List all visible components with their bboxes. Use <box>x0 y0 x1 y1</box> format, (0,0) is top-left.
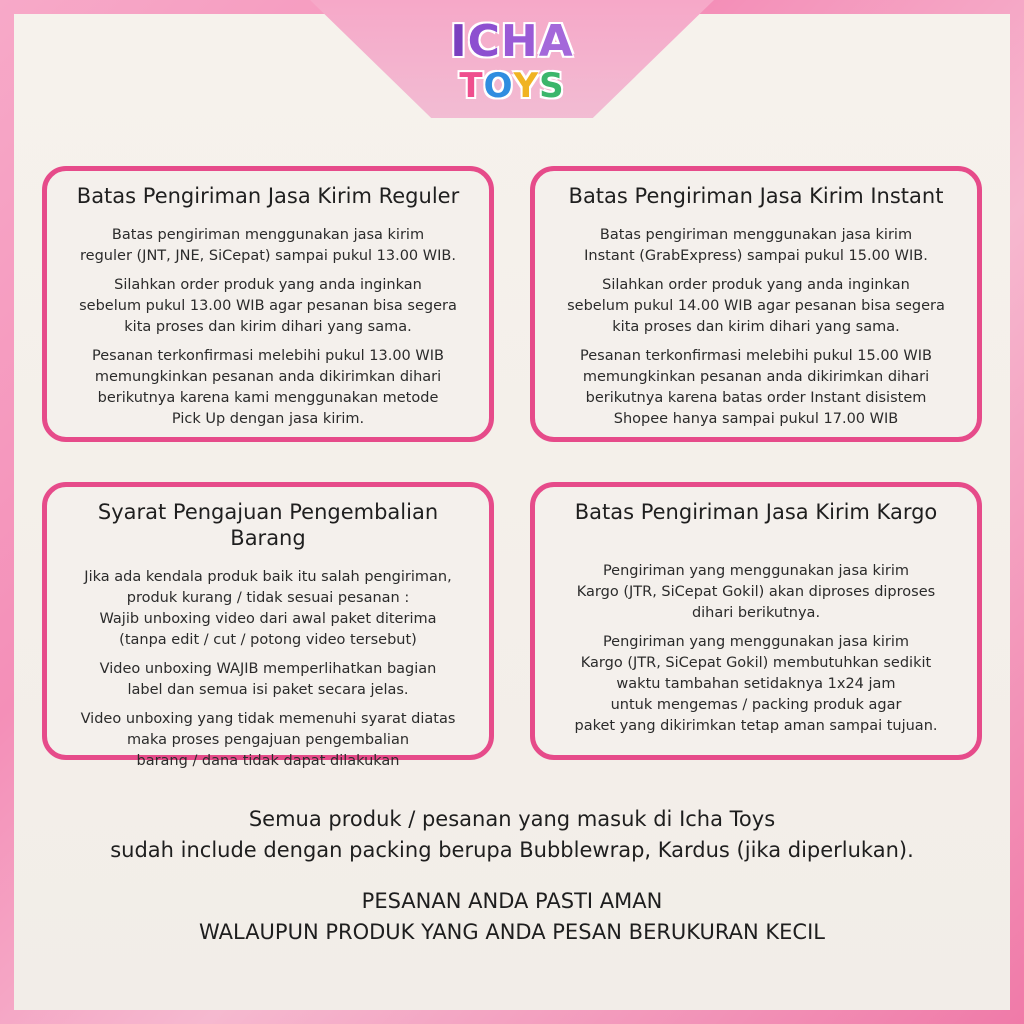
card-text-line: Pesanan terkonfirmasi melebihi pukul 15.00 WIB <box>580 348 932 364</box>
card-paragraph <box>61 567 475 651</box>
card-text-line: Silahkan order produk yang anda inginkan <box>114 277 422 293</box>
card-paragraph <box>551 632 961 737</box>
card-kargo <box>530 482 982 760</box>
card-text-line: Pesanan terkonfirmasi melebihi pukul 13.00 WIB <box>92 348 444 364</box>
card-text-line: memungkinkan pesanan anda dikirimkan dihari <box>582 369 930 385</box>
card-text-line: Batas pengiriman menggunakan jasa kirim <box>111 227 425 243</box>
icha-toys-logo <box>0 0 1024 118</box>
card-text-line: Jika ada kendala produk baik itu salah pengiriman, <box>84 569 452 585</box>
card-instant <box>530 166 982 442</box>
logo-letter: A <box>538 16 574 67</box>
card-title: Batas Pengiriman Jasa Kirim Reguler <box>76 184 460 208</box>
card-text-line: Kargo (JTR, SiCepat Gokil) membutuhkan sedikit <box>580 655 932 671</box>
card-text-line: Video unboxing yang tidak memenuhi syarat diatas <box>80 711 456 727</box>
card-text-line: sebelum pukul 14.00 WIB agar pesanan bisa segera <box>567 298 945 314</box>
card-reguler <box>42 166 494 442</box>
card-paragraph <box>551 346 961 430</box>
footer-line: PESANAN ANDA PASTI AMAN <box>361 889 663 913</box>
card-paragraph <box>63 275 473 338</box>
card-paragraph <box>63 225 473 267</box>
card-text-line: Shopee hanya sampai pukul 17.00 WIB <box>613 411 899 427</box>
card-text-line: dihari berikutnya. <box>691 605 821 621</box>
card-text-line: maka proses pengajuan pengembalian <box>126 732 410 748</box>
card-paragraph <box>61 709 475 772</box>
logo-letter: T <box>459 66 484 106</box>
card-text-line: reguler (JNT, JNE, SiCepat) sampai pukul 13.00 WIB. <box>80 248 456 264</box>
card-text-line: Video unboxing WAJIB memperlihatkan bagian <box>99 661 437 677</box>
card-text-line: untuk mengemas / packing produk agar <box>610 697 902 713</box>
logo-letter: I <box>450 16 468 67</box>
card-text-line: barang / dana tidak dapat dilakukan <box>136 753 400 769</box>
footer-line: sudah include dengan packing berupa Bubblewrap, Kardus (jika diperlukan). <box>110 838 914 862</box>
footer-safe-note <box>0 886 1024 948</box>
card-title: Batas Pengiriman Jasa Kirim Kargo <box>574 500 938 524</box>
card-text-line: label dan semua isi paket secara jelas. <box>127 682 409 698</box>
card-text-line: kita proses dan kirim dihari yang sama. <box>612 319 900 335</box>
card-paragraph <box>63 346 473 430</box>
logo-letter: S <box>539 66 565 106</box>
card-paragraph <box>61 659 475 701</box>
card-paragraph <box>551 561 961 624</box>
card-text-line: Instant (GrabExpress) sampai pukul 15.00 WIB. <box>584 248 928 264</box>
card-text-line: paket yang dikirimkan tetap aman sampai tujuan. <box>574 718 938 734</box>
card-pengembalian <box>42 482 494 769</box>
card-text-line: berikutnya karena batas order Instant disistem <box>585 390 927 406</box>
card-paragraph <box>551 275 961 338</box>
card-text-line: Wajib unboxing video dari awal paket diterima <box>99 611 437 627</box>
card-body <box>551 225 961 430</box>
card-text-line: (tanpa edit / cut / potong video tersebut) <box>119 632 417 648</box>
logo-letter: O <box>483 66 514 106</box>
card-title: Syarat Pengajuan Pengembalian Barang <box>97 500 439 550</box>
card-body <box>61 567 475 772</box>
card-body <box>551 561 961 737</box>
logo-letter: Y <box>513 66 540 106</box>
logo-letter: H <box>500 16 539 67</box>
card-text-line: produk kurang / tidak sesuai pesanan : <box>126 590 410 606</box>
footer-packing-note <box>0 804 1024 866</box>
logo-letter: C <box>467 16 501 67</box>
card-text-line: Pengiriman yang menggunakan jasa kirim <box>602 634 910 650</box>
footer-line: WALAUPUN PRODUK YANG ANDA PESAN BERUKURAN KECIL <box>199 920 825 944</box>
card-text-line: Pengiriman yang menggunakan jasa kirim <box>602 563 910 579</box>
card-text-line: memungkinkan pesanan anda dikirimkan dihari <box>94 369 442 385</box>
card-text-line: Pick Up dengan jasa kirim. <box>171 411 365 427</box>
card-text-line: berikutnya karena kami menggunakan metode <box>97 390 439 406</box>
card-text-line: waktu tambahan setidaknya 1x24 jam <box>616 676 896 692</box>
footer-line: Semua produk / pesanan yang masuk di Icha Toys <box>248 807 776 831</box>
card-text-line: Silahkan order produk yang anda inginkan <box>602 277 910 293</box>
card-text-line: Batas pengiriman menggunakan jasa kirim <box>599 227 913 243</box>
card-text-line: Kargo (JTR, SiCepat Gokil) akan diproses diproses <box>576 584 936 600</box>
card-body <box>63 225 473 430</box>
card-text-line: sebelum pukul 13.00 WIB agar pesanan bisa segera <box>79 298 457 314</box>
card-paragraph <box>551 225 961 267</box>
logo-line-toys <box>0 66 1024 106</box>
logo-line-icha <box>0 16 1024 67</box>
card-title: Batas Pengiriman Jasa Kirim Instant <box>568 184 944 208</box>
card-text-line: kita proses dan kirim dihari yang sama. <box>124 319 412 335</box>
